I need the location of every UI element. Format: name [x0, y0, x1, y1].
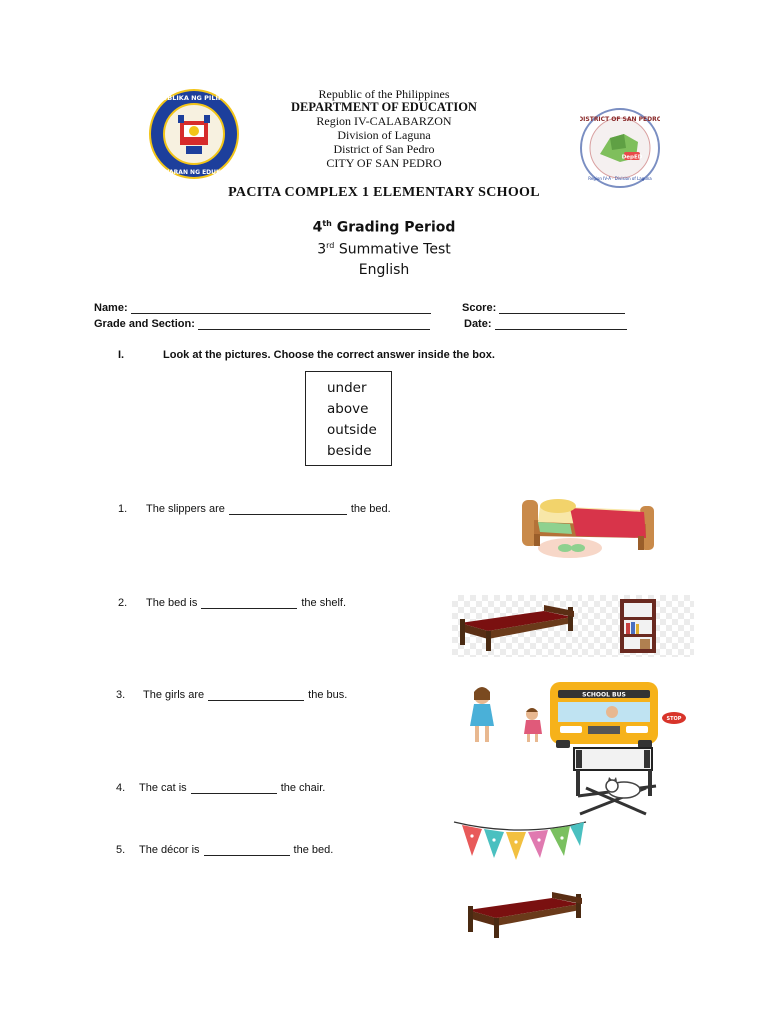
grading-period: 4th Grading Period: [312, 219, 456, 236]
svg-text:DepED: DepED: [621, 154, 643, 161]
svg-text:Region IV-A · Division of Lagu: Region IV-A · Division of Laguna: [588, 176, 652, 181]
instruction-text: Look at the pictures. Choose the correct answer inside the box.: [163, 349, 495, 361]
header-city: CITY OF SAN PEDRO: [326, 156, 442, 170]
cat-chair-picture: [566, 746, 666, 818]
svg-text:STOP: STOP: [666, 716, 682, 722]
bunting-decor-picture: [452, 816, 588, 862]
choice-item: outside: [327, 422, 377, 438]
header-division: Division of Laguna: [337, 128, 431, 142]
bed-slippers-picture: [510, 476, 688, 562]
date-field[interactable]: Date:: [464, 318, 627, 330]
bed-picture-2: [460, 884, 590, 944]
choice-item: beside: [327, 443, 372, 459]
answer-blank[interactable]: [191, 783, 277, 794]
question-3: 3. The girls are the bus.: [116, 689, 348, 701]
question-4: 4. The cat is the chair.: [116, 782, 326, 794]
svg-text:KAGAWARAN NG EDUKASYON: KAGAWARAN NG EDUKASYON: [148, 169, 240, 176]
choice-item: above: [327, 401, 369, 417]
answer-blank[interactable]: [208, 690, 304, 701]
answer-blank[interactable]: [229, 504, 347, 515]
instruction-roman: I.: [118, 349, 125, 361]
answer-blank[interactable]: [204, 845, 290, 856]
header-republic: Republic of the Philippines: [318, 87, 450, 101]
score-field[interactable]: Score:: [462, 302, 625, 314]
summative-test: 3rd Summative Test: [317, 241, 451, 258]
question-1: 1. The slippers are the bed.: [118, 503, 391, 515]
choice-item: under: [327, 380, 367, 396]
bed-picture: [452, 595, 582, 657]
answer-blank[interactable]: [201, 598, 297, 609]
header-region: Region IV-CALABARZON: [316, 114, 452, 128]
header-department: DEPARTMENT OF EDUCATION: [291, 100, 477, 114]
grade-section-field[interactable]: Grade and Section:: [94, 318, 430, 330]
svg-text:DISTRICT OF SAN PEDRO: DISTRICT OF SAN PEDRO: [580, 116, 660, 123]
shelf-picture: [582, 595, 694, 657]
question-5: 5. The décor is the bed.: [116, 844, 334, 856]
district-seal-logo: [580, 108, 660, 188]
header-district: District of San Pedro: [333, 142, 435, 156]
girls-bus-picture: [462, 680, 694, 752]
school-name: PACITA COMPLEX 1 ELEMENTARY SCHOOL: [228, 185, 540, 200]
name-field[interactable]: Name:: [94, 302, 431, 314]
svg-text:REPUBLIKA NG PILIPINAS: REPUBLIKA NG PILIPINAS: [148, 94, 240, 102]
deped-seal-logo: [148, 88, 240, 180]
subject: English: [358, 262, 410, 278]
question-2: 2. The bed is the shelf.: [118, 597, 347, 609]
svg-text:SCHOOL BUS: SCHOOL BUS: [582, 691, 626, 699]
choices-box: [305, 371, 392, 466]
